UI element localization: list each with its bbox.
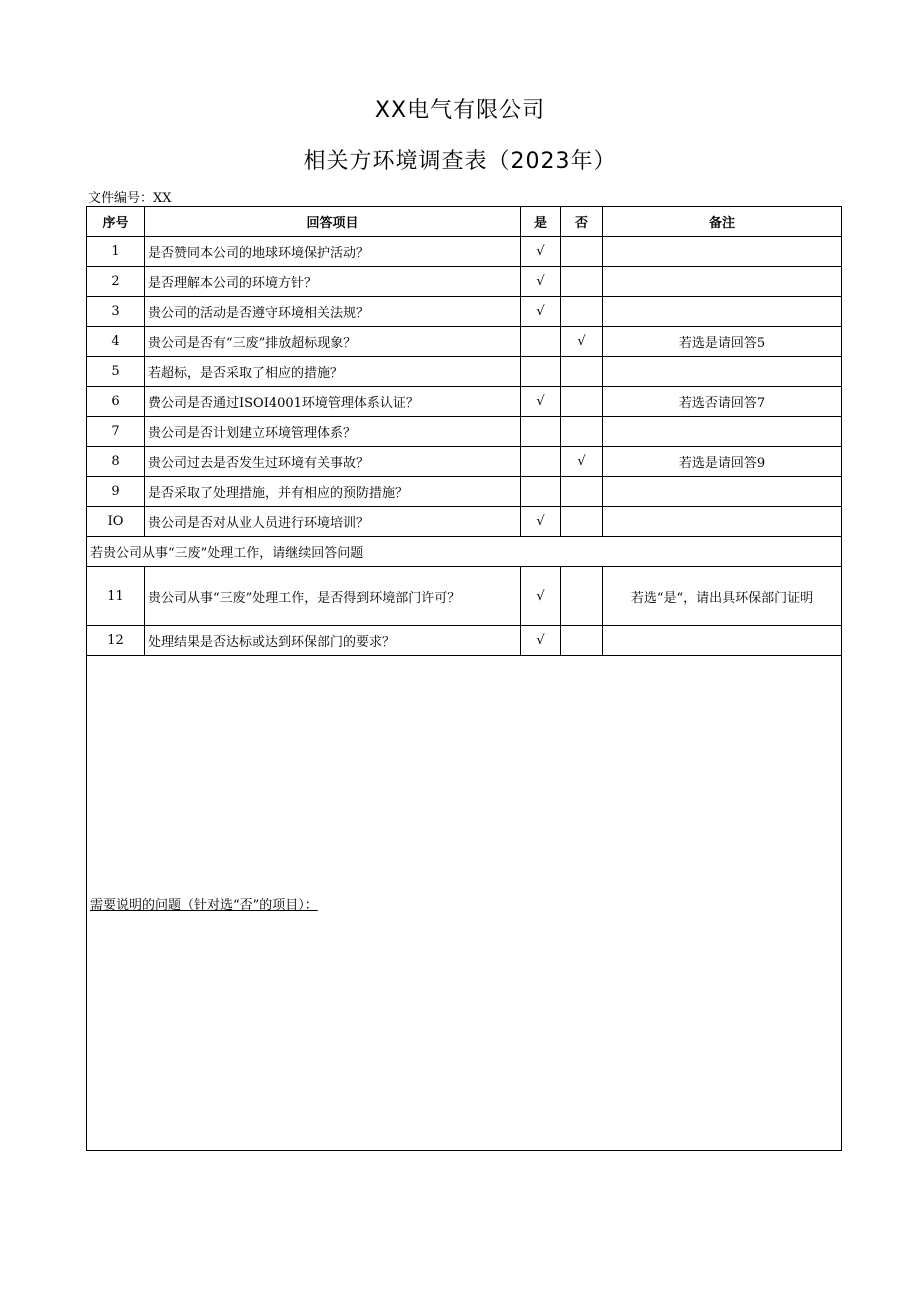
notes-area[interactable] bbox=[87, 656, 842, 1151]
row-yes-check[interactable] bbox=[521, 417, 561, 447]
company-title: XX电气有限公司 bbox=[374, 98, 546, 123]
row-no-check[interactable] bbox=[561, 267, 603, 297]
table-row bbox=[87, 626, 842, 656]
row-no-check[interactable]: √ bbox=[561, 447, 603, 477]
row-question: 是否采取了处理措施，并有相应的预防措施？ bbox=[145, 477, 521, 507]
row-remark bbox=[603, 297, 842, 327]
row-yes-check[interactable]: √ bbox=[521, 267, 561, 297]
row-question: 若超标，是否采取了相应的措施？ bbox=[145, 357, 521, 387]
row-yes-check[interactable] bbox=[521, 327, 561, 357]
row-no-check[interactable] bbox=[561, 387, 603, 417]
table-row bbox=[87, 477, 842, 507]
row-question: 贵公司从事“三废”处理工作，是否得到环境部门许可？ bbox=[145, 567, 521, 626]
row-number: 3 bbox=[87, 297, 145, 327]
row-question: 处理结果是否达标或达到环保部门的要求？ bbox=[145, 626, 521, 656]
row-remark bbox=[603, 267, 842, 297]
row-remark bbox=[603, 626, 842, 656]
row-yes-check[interactable] bbox=[521, 357, 561, 387]
row-no-check[interactable] bbox=[561, 477, 603, 507]
col-header-no-answer: 否 bbox=[561, 207, 603, 237]
survey-table bbox=[86, 206, 842, 1151]
table-row bbox=[87, 267, 842, 297]
row-no-check[interactable] bbox=[561, 567, 603, 626]
row-no-check[interactable]: √ bbox=[561, 327, 603, 357]
row-number: IO bbox=[87, 507, 145, 537]
row-number: 7 bbox=[87, 417, 145, 447]
row-question: 是否赞同本公司的地球环境保护活动？ bbox=[145, 237, 521, 267]
row-remark: 若选是请回答5 bbox=[603, 327, 842, 357]
table-row bbox=[87, 237, 842, 267]
table-row bbox=[87, 567, 842, 626]
table-row bbox=[87, 387, 842, 417]
row-question: 贵公司过去是否发生过环境有关事故？ bbox=[145, 447, 521, 477]
row-number: 4 bbox=[87, 327, 145, 357]
row-question: 贵公司是否有“三废”排放超标现象？ bbox=[145, 327, 521, 357]
row-number: 12 bbox=[87, 626, 145, 656]
row-no-check[interactable] bbox=[561, 417, 603, 447]
row-number: 11 bbox=[87, 567, 145, 626]
row-number: 5 bbox=[87, 357, 145, 387]
col-header-question: 回答项目 bbox=[145, 207, 521, 237]
row-no-check[interactable] bbox=[561, 237, 603, 267]
row-no-check[interactable] bbox=[561, 297, 603, 327]
row-yes-check[interactable]: √ bbox=[521, 387, 561, 417]
table-header-row bbox=[87, 207, 842, 237]
row-yes-check[interactable]: √ bbox=[521, 297, 561, 327]
table-row bbox=[87, 327, 842, 357]
col-header-remark: 备注 bbox=[603, 207, 842, 237]
file-number: 文件编号：XX bbox=[88, 191, 172, 206]
row-number: 1 bbox=[87, 237, 145, 267]
section-note: 若贵公司从事“三废”处理工作，请继续回答问题 bbox=[87, 537, 842, 567]
row-question: 贵公司是否计划建立环境管理体系？ bbox=[145, 417, 521, 447]
row-number: 8 bbox=[87, 447, 145, 477]
row-yes-check[interactable] bbox=[521, 447, 561, 477]
col-header-no: 序号 bbox=[87, 207, 145, 237]
row-remark bbox=[603, 477, 842, 507]
row-yes-check[interactable]: √ bbox=[521, 567, 561, 626]
section-row bbox=[87, 537, 842, 567]
row-no-check[interactable] bbox=[561, 357, 603, 387]
table-row bbox=[87, 417, 842, 447]
table-row bbox=[87, 297, 842, 327]
row-no-check[interactable] bbox=[561, 626, 603, 656]
row-question: 是否理解本公司的环境方针？ bbox=[145, 267, 521, 297]
row-number: 6 bbox=[87, 387, 145, 417]
row-remark: 若选“是“，请出具环保部门证明 bbox=[603, 567, 842, 626]
row-remark bbox=[603, 357, 842, 387]
notes-label: 需要说明的问题（针对选“否”的项目）： bbox=[90, 897, 318, 913]
row-yes-check[interactable]: √ bbox=[521, 626, 561, 656]
row-no-check[interactable] bbox=[561, 507, 603, 537]
table-row bbox=[87, 357, 842, 387]
table-row bbox=[87, 507, 842, 537]
row-number: 9 bbox=[87, 477, 145, 507]
row-remark bbox=[603, 237, 842, 267]
row-number: 2 bbox=[87, 267, 145, 297]
row-remark: 若选否请回答7 bbox=[603, 387, 842, 417]
col-header-yes: 是 bbox=[521, 207, 561, 237]
notes-row bbox=[87, 656, 842, 1151]
row-yes-check[interactable]: √ bbox=[521, 237, 561, 267]
row-question: 费公司是否通过ISOI4001环境管理体系认证？ bbox=[145, 387, 521, 417]
row-yes-check[interactable] bbox=[521, 477, 561, 507]
table-row bbox=[87, 447, 842, 477]
row-question: 贵公司是否对从业人员进行环境培训？ bbox=[145, 507, 521, 537]
form-title: 相关方环境调查表（2023年） bbox=[303, 149, 617, 174]
row-remark: 若选是请回答9 bbox=[603, 447, 842, 477]
row-remark bbox=[603, 507, 842, 537]
row-remark bbox=[603, 417, 842, 447]
row-question: 贵公司的活动是否遵守环境相关法规？ bbox=[145, 297, 521, 327]
row-yes-check[interactable]: √ bbox=[521, 507, 561, 537]
